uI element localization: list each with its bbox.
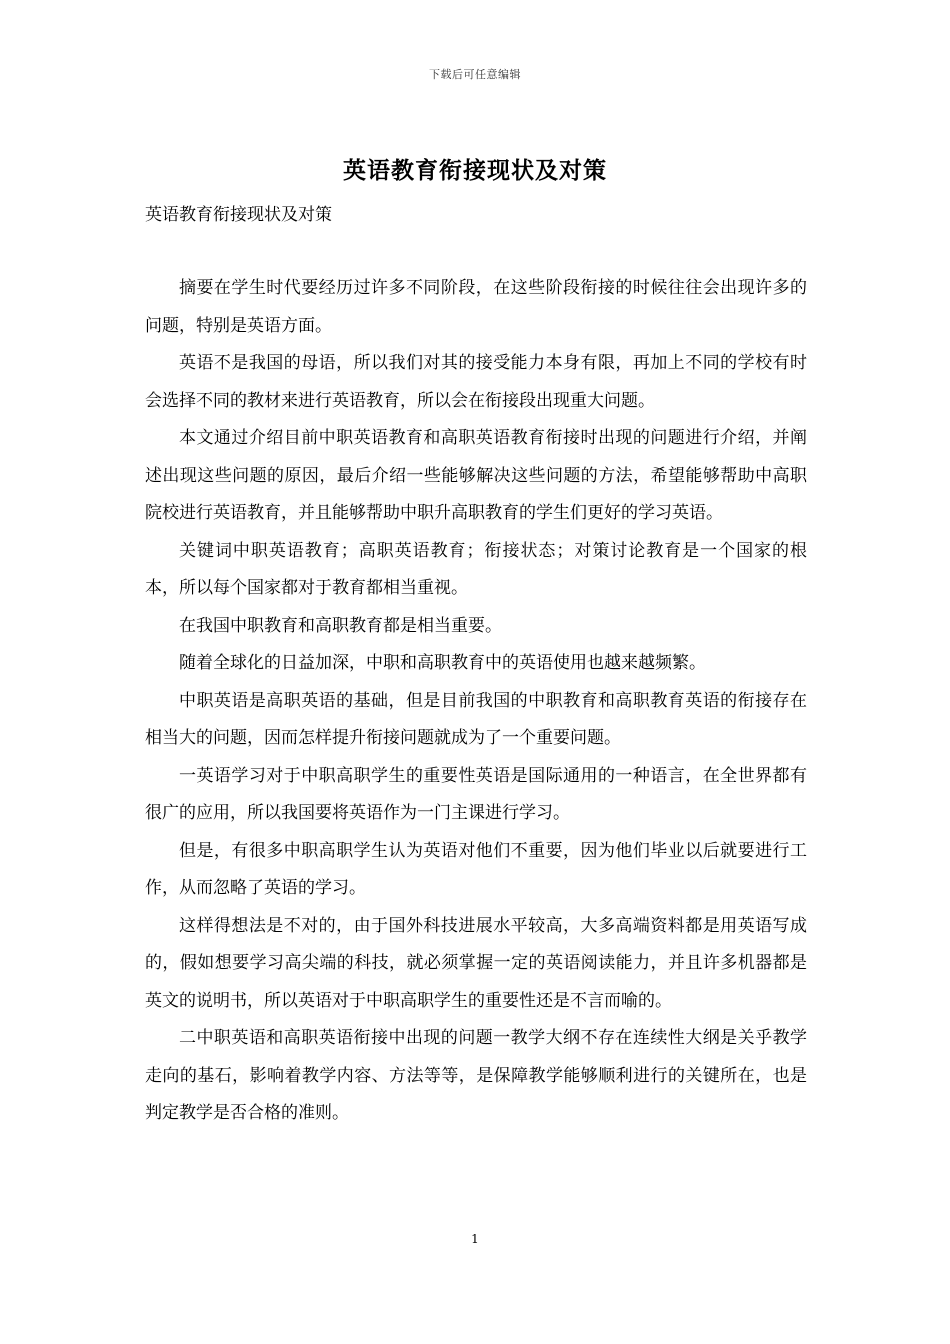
document-subtitle: 英语教育衔接现状及对策 xyxy=(145,205,332,225)
paragraph: 英语不是我国的母语，所以我们对其的接受能力本身有限，再加上不同的学校有时会选择不同的教材来进行英语教育，所以会在衔接段出现重大问题。 xyxy=(145,353,807,411)
paragraph: 但是，有很多中职高职学生认为英语对他们不重要，因为他们毕业以后就要进行工作，从而忽略了英语的学习。 xyxy=(145,840,807,898)
paragraph: 本文通过介绍目前中职英语教育和高职英语教育衔接时出现的问题进行介绍，并阐述出现这些问题的原因，最后介绍一些能够解决这些问题的方法，希望能够帮助中高职院校进行英语教育，并且能够帮助中职升高职教育的学生们更好的学习英语。 xyxy=(145,428,807,523)
paragraph: 在我国中职教育和高职教育都是相当重要。 xyxy=(179,615,502,636)
paragraph: 随着全球化的日益加深，中职和高职教育中的英语使用也越来越频繁。 xyxy=(179,653,706,673)
header-note: 下载后可任意编辑 xyxy=(429,68,521,81)
page-number: 1 xyxy=(471,1232,479,1246)
document-title: 英语教育衔接现状及对策 xyxy=(343,157,607,184)
paragraph-abstract: 摘要在学生时代要经历过许多不同阶段，在这些阶段衔接的时候往往会出现许多的问题，特别是英语方面。 xyxy=(145,278,807,336)
paragraph-section-2: 二中职英语和高职英语衔接中出现的问题一教学大纲不存在连续性大纲是关乎教学走向的基石，影响着教学内容、方法等等，是保障教学能够顺利进行的关键所在，也是判定教学是否合格的准则。 xyxy=(145,1028,807,1123)
paragraph: 这样得想法是不对的，由于国外科技进展水平较高，大多高端资料都是用英语写成的，假如想要学习高尖端的科技，就必须掌握一定的英语阅读能力，并且许多机器都是英文的说明书，所以英语对于中职高职学生的重要性还是不言而喻的。 xyxy=(145,915,807,1011)
paragraph-section-1: 一英语学习对于中职高职学生的重要性英语是国际通用的一种语言，在全世界都有很广的应用，所以我国要将英语作为一门主课进行学习。 xyxy=(145,765,807,823)
document-body xyxy=(145,270,807,1133)
paragraph: 中职英语是高职英语的基础，但是目前我国的中职教育和高职教育英语的衔接存在相当大的问题，因而怎样提升衔接问题就成为了一个重要问题。 xyxy=(145,690,807,748)
paragraph-keywords: 关键词中职英语教育；高职英语教育；衔接状态；对策讨论教育是一个国家的根本，所以每个国家都对于教育都相当重视。 xyxy=(145,540,807,598)
